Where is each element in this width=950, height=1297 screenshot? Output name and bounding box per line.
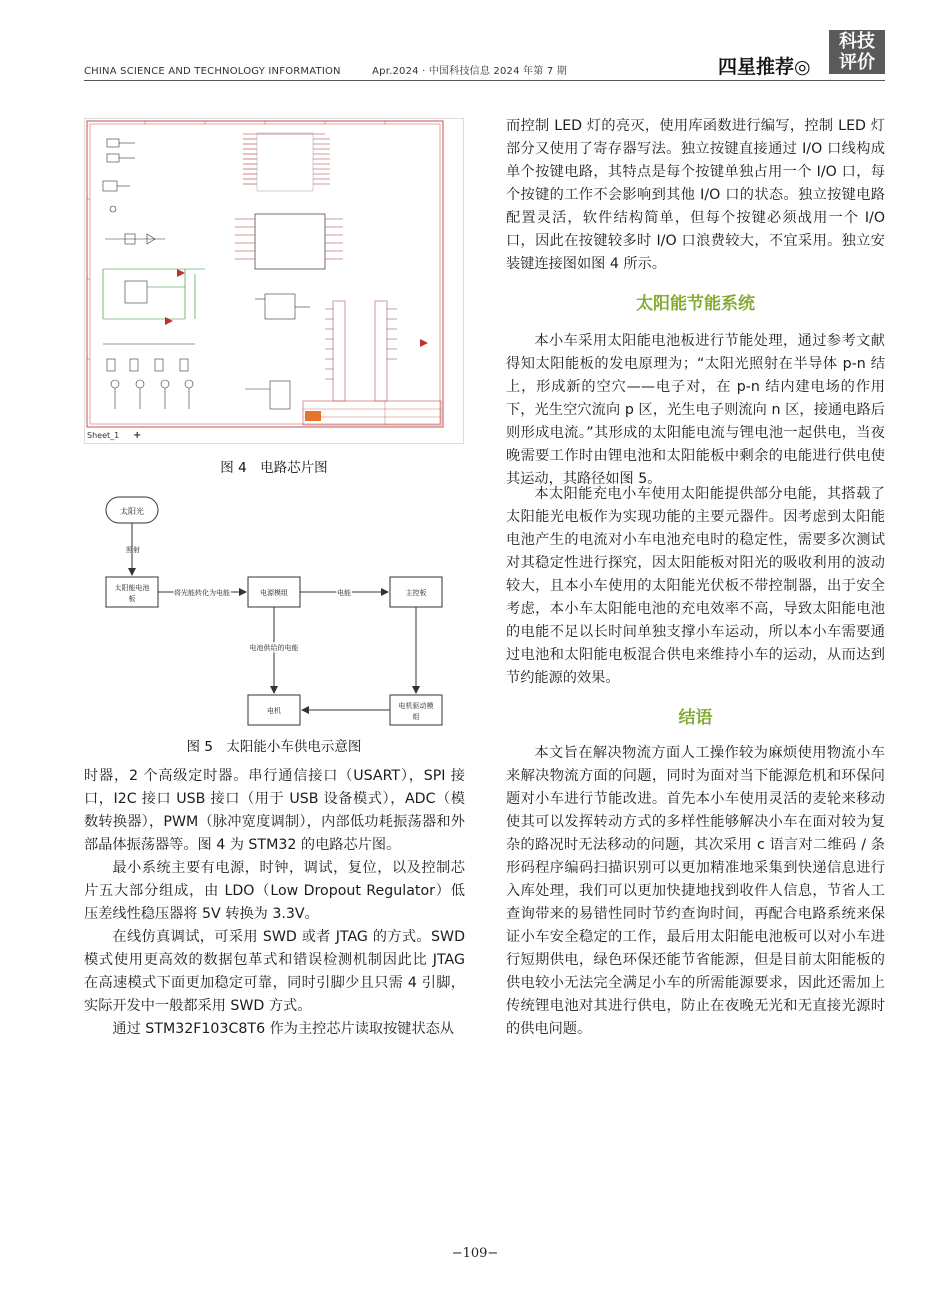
node-power-module-label: 电源模组: [260, 589, 288, 597]
figure4-caption: 图 4 电路芯片图: [220, 460, 328, 476]
power-flow-diagram: [84, 487, 464, 727]
left-paragraph-3: 在线仿真调试，可采用 SWD 或者 JTAG 的方式。SWD 模式使用更高效的数据包革式和错误检测机制因此比 JTAG 在高速模式下面更加稳定可靠，同时引脚少且只需 4 引脚，实际开发中一般都采用 SWD 方式。: [84, 929, 465, 1014]
header-rule: [84, 80, 885, 81]
logo-line-1: 科技: [839, 31, 875, 52]
solar-paragraph-2: 本太阳能充电小车使用太阳能提供部分电能，其搭载了太阳能光电板作为实现功能的主要元器件。因考虑到太阳能电池产生的电流对小车电池充电时的稳定性，需要多次测试对其稳定性进行探究，因太阳能板对阳光的吸收利用的波动较大，且本小车使用的太阳能光伏板不带控制器，出于安全考虑，本小车太阳能电池的充电效率不高，导致太阳能电池的电能不足以长时间单独支撑小车运动，所以本小车需要通过电池和太阳能电板混合供电来维持小车的运动，从而达到节约能源的效果。: [506, 486, 885, 686]
node-main-board-label: 主控板: [405, 589, 427, 597]
add-sheet-icon: +: [133, 430, 142, 441]
schematic-drawing: [85, 119, 463, 443]
section-label: 四星推荐◎: [718, 56, 811, 78]
node-motor-driver-label-2: 组: [412, 713, 420, 721]
circuit-schematic-figure: [84, 118, 464, 444]
page-number: −109−: [451, 1246, 499, 1261]
section-title-conclusion: 结语: [678, 708, 713, 728]
running-header: [84, 62, 595, 77]
left-paragraph-1: 时器，2 个高级定时器。串行通信接口（USART），SPI 接口，I2C 接口 USB 接口（用于 USB 设备模式），ADC（模数转换器），PWM（脉冲宽度调制），内部低功耗振荡器和外部晶体振荡器等。图 4 为 STM32 的电路芯片图。: [84, 768, 465, 853]
flow-diagram-svg: [84, 487, 464, 727]
figure5-caption: 图 5 太阳能小车供电示意图: [186, 739, 362, 755]
edge-convert-label: 将光能转化为电能: [174, 589, 230, 597]
journal-logo: [829, 30, 885, 74]
node-solar-panel-label-1: 太阳能电池: [114, 584, 150, 592]
edge-electricity-label: 电能: [337, 589, 351, 597]
left-paragraph-2: 最小系统主要有电源，时钟，调试，复位，以及控制芯片五大部分组成，由 LDO（Low Dropout Regulator）低压差线性稳压器将 5V 转换为 3.3V。: [84, 860, 465, 922]
section-title-solar: 太阳能节能系统: [636, 294, 755, 314]
right-paragraph-continued: 而控制 LED 灯的亮灭，使用库函数进行编写，控制 LED 灯部分又使用了寄存器写法。独立按键直接通过 I/O 口线构成单个按键电路，其特点是每个按键单独占用一个 I/O 口，每个按键的工作不会影响到其他 I/O 口的状态。独立按键电路配置灵活，软件结构简单，但每个按键必须战用一个 I/O 口，因此在按键较多时 I/O 口浪费较大，不宜采用。独立安装键连接图如图 4 所示。: [506, 118, 885, 272]
edge-battery-supply-label: 电池供给的电能: [249, 644, 299, 652]
issue-info: Apr.2024 · 中国科技信息 2024 年第 7 期: [372, 66, 567, 77]
conclusion-paragraph: 本文旨在解决物流方面人工操作较为麻烦使用物流小车来解决物流方面的问题，同时为面对当下能源危机和环保问题对小车进行节能改进。首先本小车使用灵活的麦轮来移动使其可以发挥转动方式的多样性能够解决小车在面对较为复杂的路况时无法移动的问题，其次采用 c 语言对二维码 / 条形码程序编码扫描识别可以更加精准地采集到快递信息进行入库处理，我们可以更加快捷地找到收件人信息，节省人工查询带来的易错性同时节约查询时间，再配合电路系统来保证小车安全稳定的工作，最后用太阳能电池板可以对小车进行短期供电，绿色环保还能节省能源，但是目前太阳能板的供电较小无法完全满足小车的所需能源要求，因此还需加上传统锂电池对其进行供电，防止在夜晚无光和无直接光源时的供电问题。: [506, 745, 885, 1037]
solar-paragraph-1: 本小车采用太阳能电池板进行节能处理，通过参考文献得知太阳能板的发电原理为；“太阳光照射在半导体 p-n 结上，形成新的空穴——电子对，在 p-n 结内建电场的作用下，光生空穴流向 p 区，光生电子则流向 n 区，接通电路后则形成电流。”其形成的太阳能电流与锂电池一起供电，当夜晚需要工作时由锂电池和太阳能板中剩余的电能进行供电使其运动，其路径如图 5。: [506, 333, 885, 487]
left-paragraph-4: 通过 STM32F103C8T6 作为主控芯片读取按键状态从: [112, 1021, 455, 1037]
sheet-tab: Sheet_1: [87, 431, 120, 440]
node-sun-label: 太阳光: [120, 507, 144, 516]
node-motor-label: 电机: [267, 707, 281, 715]
node-motor-driver-label-1: 电机驱动模: [398, 702, 434, 710]
logo-line-2: 评价: [839, 52, 875, 73]
edge-irradiate-label: 照射: [126, 546, 140, 554]
node-solar-panel-label-2: 板: [128, 595, 136, 603]
journal-english-name: CHINA SCIENCE AND TECHNOLOGY INFORMATION: [84, 66, 341, 77]
